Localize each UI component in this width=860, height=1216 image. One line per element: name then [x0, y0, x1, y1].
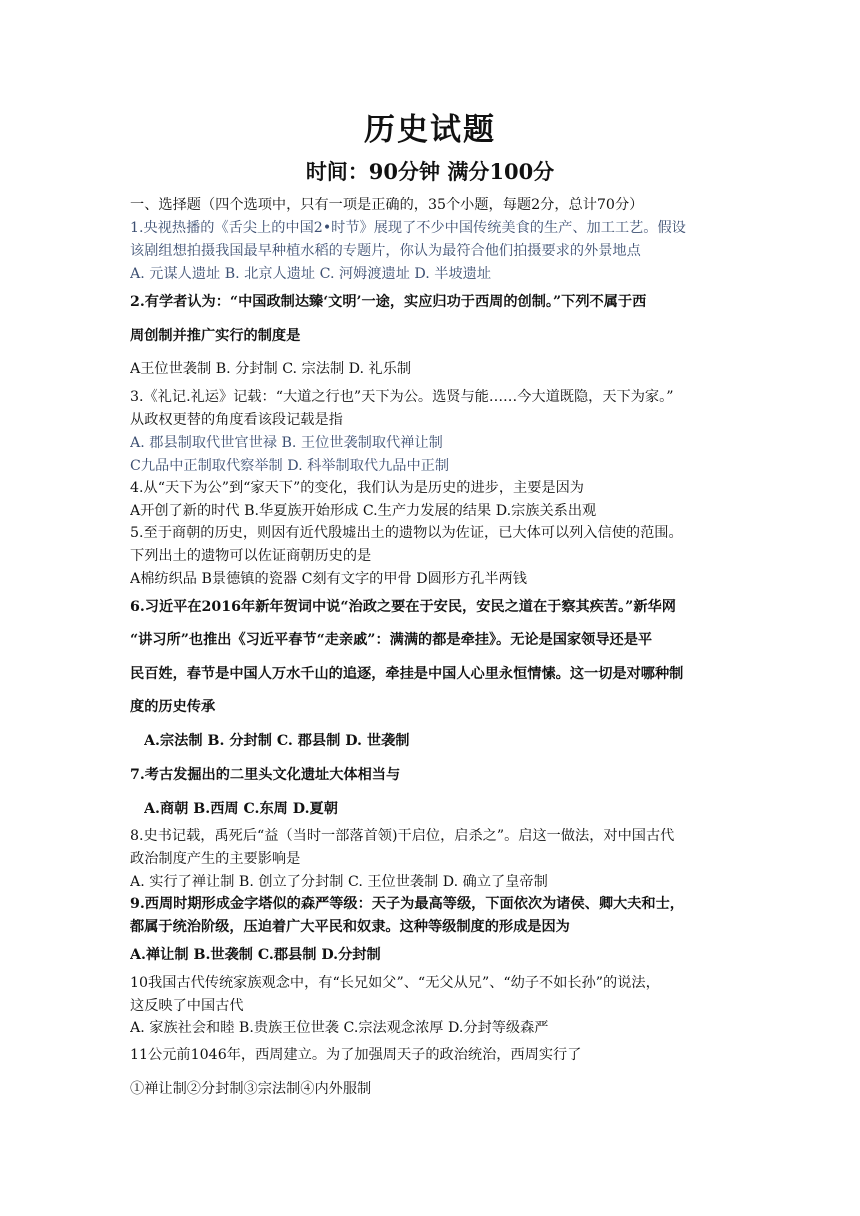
- exam-time-score: 时间：90分钟 满分100分: [305, 159, 555, 184]
- question-9-options: A.禅让制 B.世袭制 C.郡县制 D.分封制: [130, 947, 381, 963]
- question-3-options-cd: C九品中正制取代察举制 D. 科举制取代九品中正制: [130, 458, 450, 474]
- question-3-stem-cont: 从政权更替的角度看该段记载是指: [130, 412, 343, 428]
- question-1-options: A. 元谋人遗址 B. 北京人遗址 C. 河姆渡遗址 D. 半坡遗址: [130, 266, 492, 282]
- question-9-stem: 9.西周时期形成金字塔似的森严等级：天子为最高等级，下面依次为诸侯、卿大夫和士，: [130, 896, 684, 912]
- question-2-stem-cont: 周创制并推广实行的制度是: [130, 328, 301, 344]
- question-3-stem: 3.《礼记.礼运》记载：“大道之行也”天下为公。选贤与能……今大道既隐，天下为家。”: [130, 389, 674, 405]
- question-10-stem-cont: 这反映了中国古代: [130, 998, 244, 1014]
- question-6-stem-cont3: 度的历史传承: [130, 699, 216, 715]
- question-6-stem-cont1: “讲习所”也推出《习近平春节“走亲戚”：满满的都是牵挂》。无论是国家领导还是平: [130, 632, 653, 648]
- question-5-stem-cont: 下列出土的遗物可以佐证商朝历史的是: [130, 548, 372, 564]
- question-2-options: A王位世袭制 B. 分封制 C. 宗法制 D. 礼乐制: [130, 361, 412, 377]
- question-1-stem-cont: 该剧组想拍摄我国最早种植水稻的专题片，你认为最符合他们拍摄要求的外景地点: [130, 243, 641, 259]
- question-7-options: A.商朝 B.西周 C.东周 D.夏朝: [144, 801, 338, 817]
- question-11-stem: 11公元前1046年，西周建立。为了加强周天子的政治统治，西周实行了: [130, 1047, 582, 1063]
- question-11-items: ①禅让制②分封制③宗法制④内外服制: [130, 1081, 372, 1097]
- question-4-stem: 4.从“天下为公”到“家天下”的变化，我们认为是历史的进步，主要是因为: [130, 480, 584, 496]
- question-8-options: A. 实行了禅让制 B. 创立了分封制 C. 王位世袭制 D. 确立了皇帝制: [130, 874, 548, 890]
- question-8-stem-cont: 政治制度产生的主要影响是: [130, 851, 301, 867]
- question-6-stem: 6.习近平在2016年新年贺词中说“治政之要在于安民，安民之道在于察其疾苦。”新华网: [130, 599, 676, 615]
- question-2-stem: 2.有学者认为：“中国政制达臻‘文明’一途，实应归功于西周的创制。”下列不属于西: [130, 294, 647, 310]
- question-5-options: A棉纺织品 B景德镇的瓷器 C刻有文字的甲骨 D圆形方孔半两钱: [130, 571, 527, 587]
- question-4-options: A开创了新的时代 B.华夏族开始形成 C.生产力发展的结果 D.宗族关系出观: [130, 503, 597, 519]
- question-1-stem: 1.央视热播的《舌尖上的中国2•时节》展现了不少中国传统美食的生产、加工工艺。假设: [130, 220, 686, 236]
- exam-title: 历史试题: [364, 112, 496, 148]
- question-3-options-ab: A. 郡县制取代世官世禄 B. 王位世袭制取代禅让制: [130, 435, 443, 451]
- question-7-stem: 7.考古发掘出的二里头文化遗址大体相当与: [130, 767, 401, 783]
- question-9-stem-cont: 都属于统治阶级，压迫着广大平民和奴隶。这种等级制度的形成是因为: [130, 919, 570, 935]
- question-10-options: A. 家族社会和睦 B.贵族王位世袭 C.宗法观念浓厚 D.分封等级森严: [130, 1020, 549, 1036]
- question-8-stem: 8.史书记载，禹死后“益（当时一部落首领)干启位，启杀之”。启这一做法，对中国古代: [130, 828, 675, 844]
- section-heading: 一、选择题（四个选项中，只有一项是正确的，35个小题，每题2分，总计70分）: [130, 197, 644, 213]
- question-5-stem: 5.至于商朝的历史，则因有近代殷墟出土的遗物以为佐证，已大体可以列入信使的范围。: [130, 525, 683, 541]
- question-10-stem: 10我国古代传统家族观念中，有“长兄如父”、“无父从兄”、“幼子不如长孙”的说法，: [130, 975, 660, 991]
- question-6-stem-cont2: 民百姓，春节是中国人万水千山的追逐，牵挂是中国人心里永恒情愫。这一切是对哪种制: [130, 666, 684, 682]
- question-6-options: A.宗法制 B. 分封制 C. 郡县制 D. 世袭制: [144, 733, 410, 749]
